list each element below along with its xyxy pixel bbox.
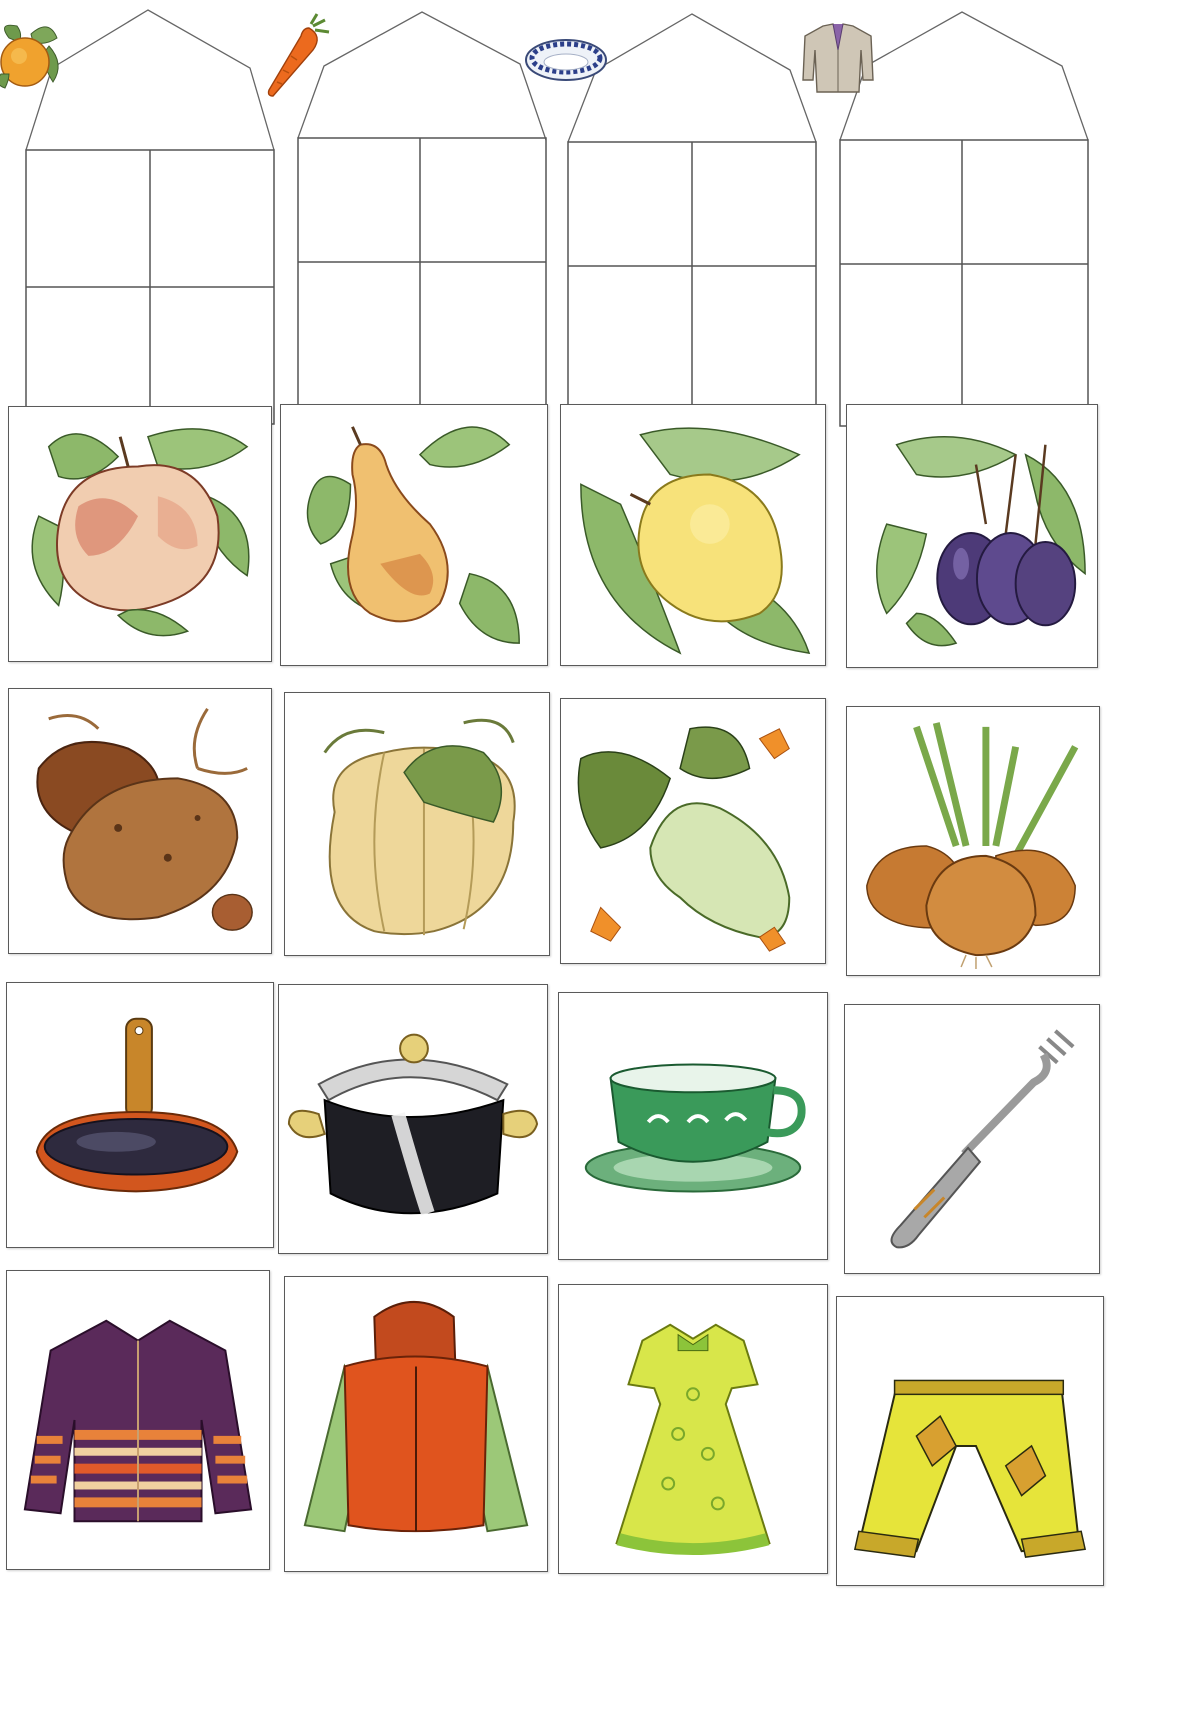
card-onion[interactable] [846,706,1100,976]
house-dishes [566,12,818,430]
house-slot[interactable] [840,140,962,264]
jacket-icon [793,10,883,100]
house-slot[interactable] [692,142,816,266]
plate-icon [521,12,611,102]
teacup-icon [559,993,827,1259]
house-clothes [838,10,1090,428]
house-fruit [24,8,276,426]
house-slot[interactable] [150,287,274,424]
potato-icon [9,689,271,953]
house-slot[interactable] [26,150,150,287]
card-fork[interactable] [844,1004,1100,1274]
card-plum[interactable] [846,404,1098,668]
pear-icon [281,405,547,665]
dress-icon [559,1285,827,1573]
house-slot[interactable] [26,287,150,424]
house-slot[interactable] [962,264,1088,426]
lemon-icon [561,405,825,665]
card-pear[interactable] [280,404,548,666]
card-apple[interactable] [8,406,272,662]
card-frying-pan[interactable] [6,982,274,1248]
card-hooded-vest-jacket[interactable] [284,1276,548,1572]
house-slot[interactable] [150,150,274,287]
house-vegetable [296,10,548,428]
card-dress[interactable] [558,1284,828,1574]
frying-pan-icon [7,983,273,1247]
carrot-icon [251,10,341,100]
house-slot[interactable] [568,142,692,266]
card-teacup[interactable] [558,992,828,1260]
card-sweater[interactable] [6,1270,270,1570]
house-slot[interactable] [298,262,420,424]
sweater-icon [7,1271,269,1569]
card-potato[interactable] [8,688,272,954]
pumpkin-icon [285,693,549,955]
onion-icon [847,707,1099,975]
hoodie-icon [285,1277,547,1571]
house-slot[interactable] [420,262,546,424]
card-cucumber[interactable] [560,698,826,964]
fork-icon [845,1005,1099,1273]
house-slot[interactable] [962,140,1088,264]
house-slot[interactable] [840,264,962,426]
card-shorts[interactable] [836,1296,1104,1586]
card-pumpkin[interactable] [284,692,550,956]
house-slot[interactable] [420,138,546,262]
cucumber-icon [561,699,825,963]
orange-icon [0,8,69,98]
pot-icon [279,985,547,1253]
card-cooking-pot[interactable] [278,984,548,1254]
apple-icon [9,407,271,661]
shorts-icon [837,1297,1103,1585]
card-lemon[interactable] [560,404,826,666]
plum-icon [847,405,1097,667]
house-slot[interactable] [298,138,420,262]
